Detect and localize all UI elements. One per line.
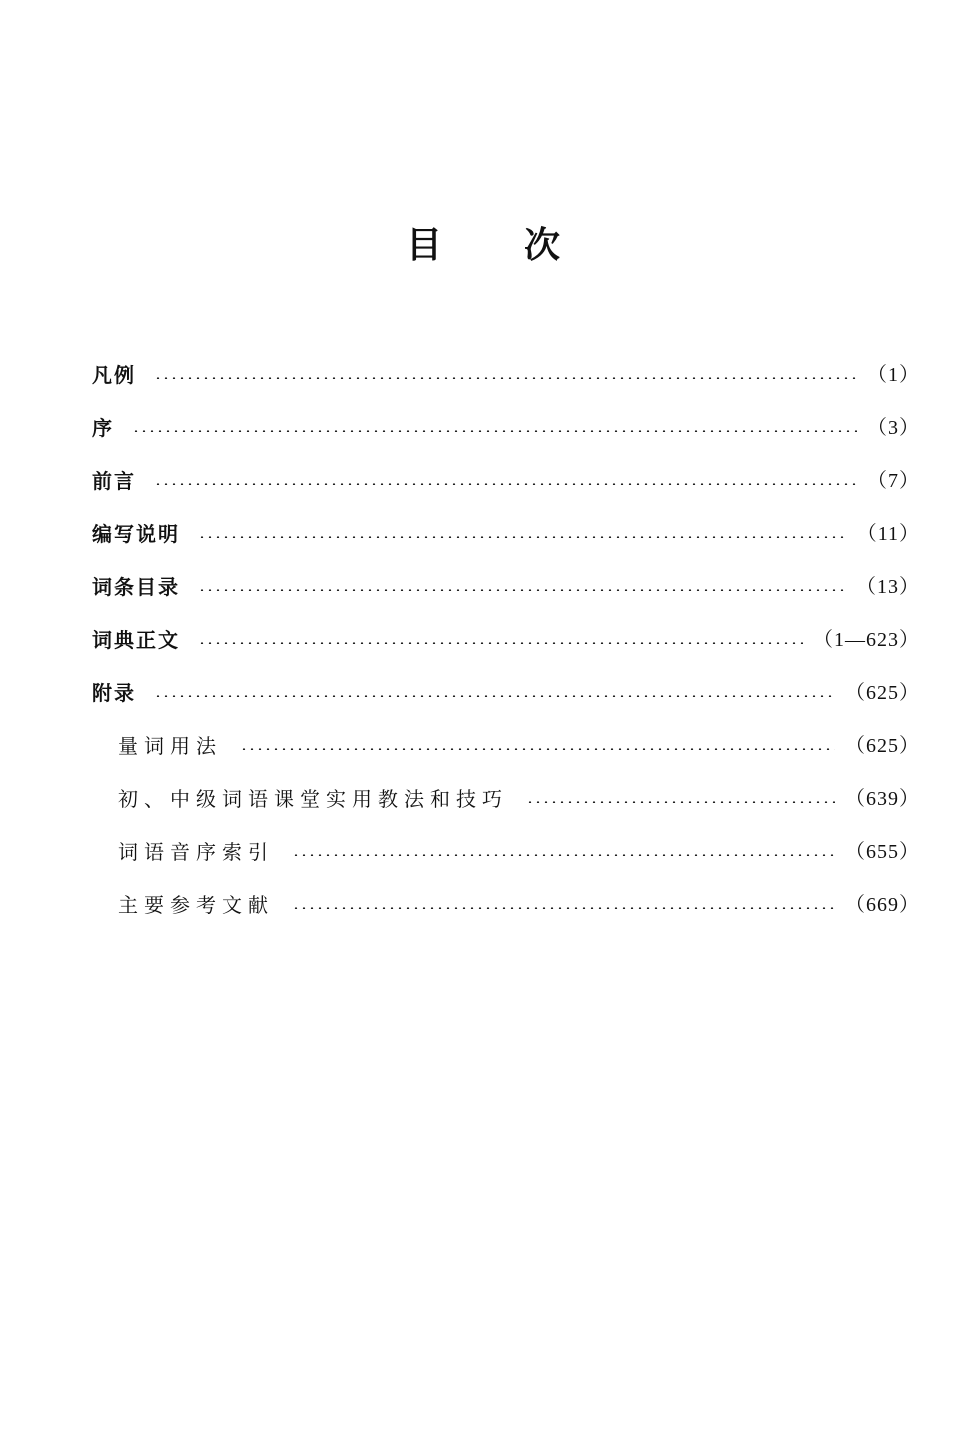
toc-entry-label: 主要参考文献	[118, 893, 274, 917]
toc-leader-dots	[132, 430, 857, 432]
title-char-2: 次	[524, 224, 561, 266]
toc-entry-foreword[interactable]	[92, 466, 920, 496]
toc-entry-label: 词条目录	[92, 575, 180, 599]
page-title	[0, 222, 960, 268]
toc-leader-dots	[198, 642, 803, 644]
toc-entry-label: 附录	[92, 681, 136, 705]
toc-entry-page: （655）	[845, 841, 920, 863]
toc-leader-dots	[526, 801, 835, 803]
toc-entry-label: 词典正文	[92, 628, 180, 652]
toc-leader-dots	[198, 536, 847, 538]
toc-entry-compilation-notes[interactable]	[92, 519, 920, 549]
toc-entry-page: （13）	[856, 576, 920, 598]
toc-leader-dots	[154, 483, 857, 485]
toc-entry-dictionary-body[interactable]	[92, 625, 920, 655]
toc-entry-page: （625）	[845, 682, 920, 704]
toc-entry-entry-list[interactable]	[92, 572, 920, 602]
toc-entry-label: 量词用法	[118, 734, 222, 758]
toc-entry-preface[interactable]	[92, 413, 920, 443]
toc-leader-dots	[198, 589, 846, 591]
toc-entry-label: 前言	[92, 469, 136, 493]
toc-entry-label: 词语音序索引	[118, 840, 274, 864]
toc-entry-appendix[interactable]	[92, 678, 920, 708]
toc-leader-dots	[292, 907, 835, 909]
toc-entry-label: 序	[92, 416, 114, 440]
toc-entry-page: （625）	[845, 735, 920, 757]
toc-entry-conventions[interactable]	[92, 360, 920, 390]
toc-entry-page: （1—623）	[813, 629, 920, 651]
toc-entry-page: （11）	[856, 523, 920, 545]
toc-subentry-measure-words[interactable]	[118, 731, 920, 761]
toc-leader-dots	[154, 377, 857, 379]
toc-subentry-phonetic-index[interactable]	[118, 837, 920, 867]
toc-entry-page: （639）	[845, 788, 920, 810]
toc-subentry-references[interactable]	[118, 890, 920, 920]
toc-leader-dots	[240, 748, 835, 750]
toc-entry-page: （669）	[845, 894, 920, 916]
toc-entry-label: 凡例	[92, 363, 136, 387]
toc-entry-page: （7）	[867, 470, 920, 492]
toc-entry-page: （3）	[867, 417, 920, 439]
toc-leader-dots	[154, 695, 835, 697]
toc-entry-label: 编写说明	[92, 522, 180, 546]
toc-leader-dots	[292, 854, 835, 856]
toc-entry-label: 初、中级词语课堂实用教法和技巧	[118, 787, 508, 811]
title-char-1: 目	[405, 224, 442, 266]
toc-subentry-teaching-methods[interactable]	[118, 784, 920, 814]
toc-entry-page: （1）	[867, 364, 920, 386]
